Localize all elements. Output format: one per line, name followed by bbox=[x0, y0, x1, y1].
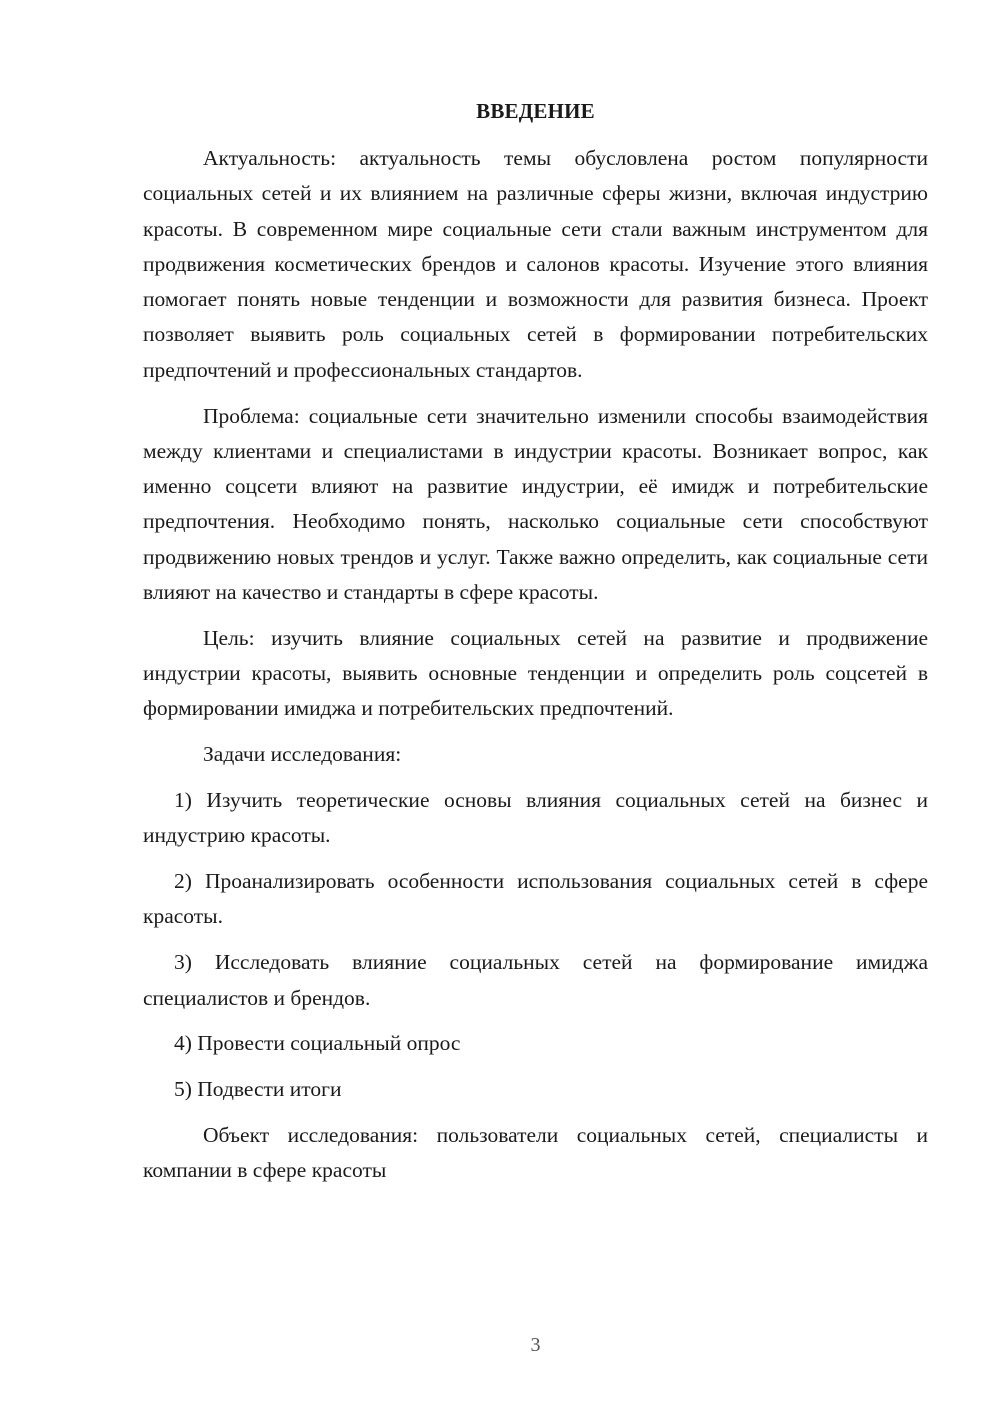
task-item-4: 4) Провести социальный опрос bbox=[174, 1031, 461, 1056]
page-number: 3 bbox=[530, 1334, 541, 1356]
paragraph-goal: Цель: изучить влияние социальных сетей на развитие и продвижение индустрии красоты, выявить основные тенденции и определить роль соцсетей в формировании имиджа и потребительских предпочтений. bbox=[143, 625, 928, 721]
paragraph-tasks-heading: Задачи исследования: bbox=[203, 742, 402, 767]
task-item-3: 3) Исследовать влияние социальных сетей на формирование имиджа специалистов и брендов. bbox=[143, 950, 928, 1010]
paragraph-relevance: Актуальность: актуальность темы обусловлена ростом популярности социальных сетей и их влиянием на различные сферы жизни, включая индустрию красоты. В современном мире социальные сети стали важным инструментом для продвижения косметических брендов и салонов красоты. Изучение этого влияния помогает понять новые тенденции и возможности для развития бизнеса. Проект позволяет выявить роль социальных сетей в формировании потребительских предпочтений и профессиональных стандартов. bbox=[143, 146, 928, 382]
page-title: ВВЕДЕНИЕ bbox=[476, 99, 595, 123]
paragraph-research-object: Объект исследования: пользователи социальных сетей, специалисты и компании в сфере красоты bbox=[143, 1122, 928, 1183]
document-body bbox=[143, 141, 928, 1199]
task-item-2: 2) Проанализировать особенности использования социальных сетей в сфере красоты. bbox=[143, 869, 928, 929]
task-item-1: 1) Изучить теоретические основы влияния социальных сетей на бизнес и индустрию красоты. bbox=[143, 788, 928, 848]
task-item-5: 5) Подвести итоги bbox=[174, 1077, 342, 1102]
paragraph-problem: Проблема: социальные сети значительно изменили способы взаимодействия между клиентами и специалистами в индустрии красоты. Возникает вопрос, как именно соцсети влияют на развитие индустрии, её имидж и потребительские предпочтения. Необходимо понять, насколько социальные сети способствуют продвижению новых трендов и услуг. Также важно определить, как социальные сети влияют на качество и стандарты в сфере красоты. bbox=[143, 403, 928, 605]
document-page bbox=[143, 0, 928, 1414]
